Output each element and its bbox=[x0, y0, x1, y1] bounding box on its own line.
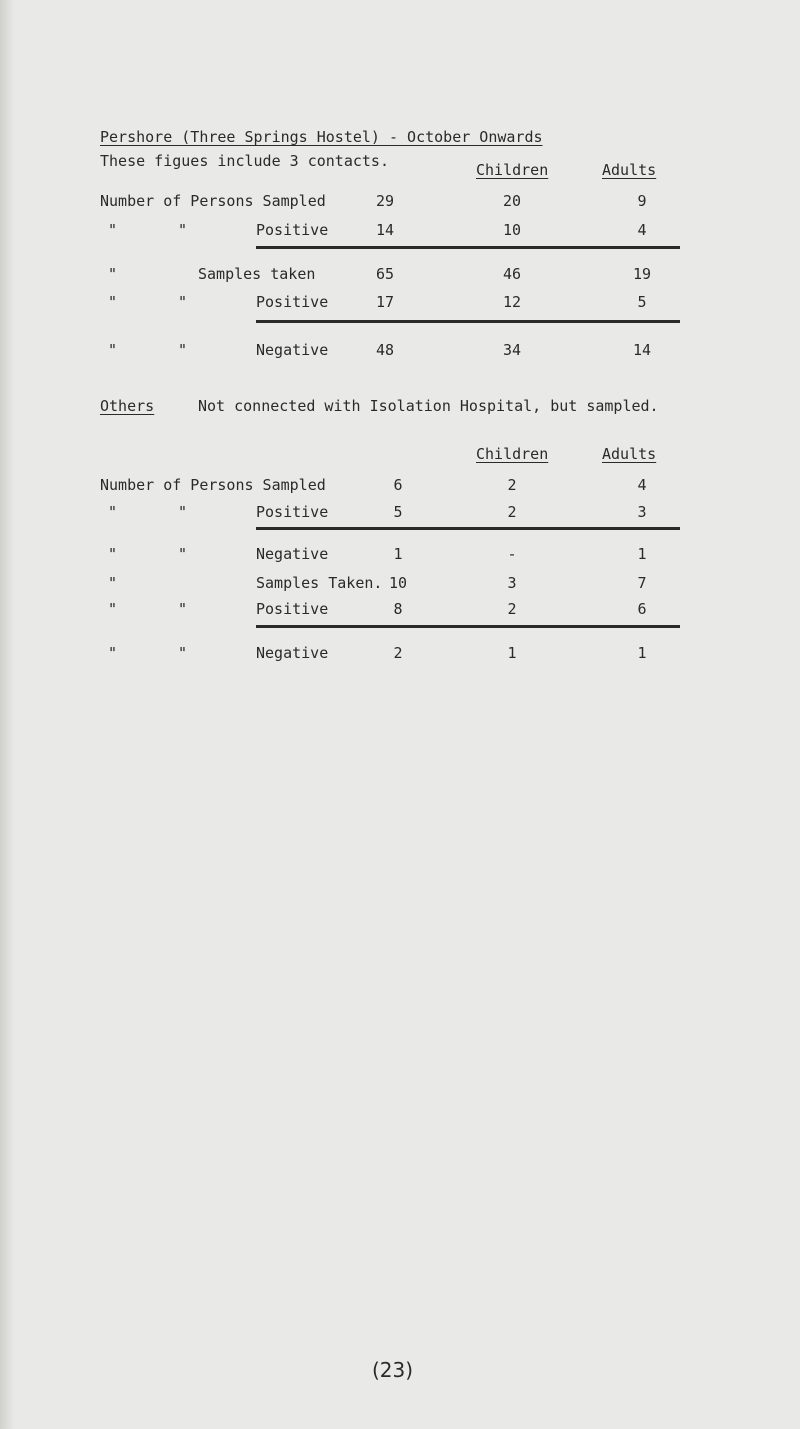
s1-row0-total: 29 bbox=[375, 192, 395, 210]
s1-row1-children: 10 bbox=[502, 221, 522, 239]
s2-row2-adults: 1 bbox=[637, 545, 647, 563]
s1-row2-adults: 19 bbox=[632, 265, 652, 283]
s1-row1-ditto1: " bbox=[108, 221, 118, 239]
s1-row2-total: 65 bbox=[375, 265, 395, 283]
s2-row5-adults: 1 bbox=[637, 644, 647, 662]
s1-row0-adults: 9 bbox=[637, 192, 647, 210]
s2-row1-ditto1: " bbox=[108, 503, 118, 521]
section2-heading: Others bbox=[100, 397, 155, 415]
s2-row4-ditto2: " bbox=[178, 600, 188, 618]
s2-row1-children: 2 bbox=[507, 503, 517, 521]
s1-row4-label: Negative bbox=[256, 341, 329, 359]
section2-note: Not connected with Isolation Hospital, but sampled. bbox=[198, 397, 659, 415]
s2-row2-children: - bbox=[507, 545, 517, 563]
section2-rule-2 bbox=[256, 625, 680, 628]
s2-row0-children: 2 bbox=[507, 476, 517, 494]
section2-rule-1 bbox=[256, 527, 680, 530]
s1-row3-label: Positive bbox=[256, 293, 329, 311]
s1-row3-adults: 5 bbox=[637, 293, 647, 311]
section2-header-children: Children bbox=[476, 445, 549, 463]
s2-row5-total: 2 bbox=[393, 644, 403, 662]
s2-row4-children: 2 bbox=[507, 600, 517, 618]
s2-row3-label: Samples Taken. bbox=[256, 574, 383, 592]
s1-row3-total: 17 bbox=[375, 293, 395, 311]
s2-row3-total: 10 bbox=[388, 574, 408, 592]
s2-row4-total: 8 bbox=[393, 600, 403, 618]
section2-header-adults: Adults bbox=[602, 445, 657, 463]
s2-row3-children: 3 bbox=[507, 574, 517, 592]
s1-row4-total: 48 bbox=[375, 341, 395, 359]
s2-row1-total: 5 bbox=[393, 503, 403, 521]
s1-row0-children: 20 bbox=[502, 192, 522, 210]
s1-row1-ditto2: " bbox=[178, 221, 188, 239]
section1-rule-1 bbox=[256, 246, 680, 249]
s2-row5-ditto1: " bbox=[108, 644, 118, 662]
s1-row2-ditto1: " bbox=[108, 265, 118, 283]
s1-row3-children: 12 bbox=[502, 293, 522, 311]
s2-row3-adults: 7 bbox=[637, 574, 647, 592]
s2-row2-ditto1: " bbox=[108, 545, 118, 563]
s1-row2-label: Samples taken bbox=[198, 265, 316, 283]
s2-row4-adults: 6 bbox=[637, 600, 647, 618]
s2-row0-total: 6 bbox=[393, 476, 403, 494]
s1-row3-ditto1: " bbox=[108, 293, 118, 311]
section1-rule-2 bbox=[256, 320, 680, 323]
s1-row4-children: 34 bbox=[502, 341, 522, 359]
s1-row3-ditto2: " bbox=[178, 293, 188, 311]
s2-row5-ditto2: " bbox=[178, 644, 188, 662]
s2-row2-label: Negative bbox=[256, 545, 329, 563]
s2-row0-adults: 4 bbox=[637, 476, 647, 494]
s1-row4-ditto2: " bbox=[178, 341, 188, 359]
s2-row3-ditto1: " bbox=[108, 574, 118, 592]
s1-row1-total: 14 bbox=[375, 221, 395, 239]
s1-row4-adults: 14 bbox=[632, 341, 652, 359]
s2-row1-ditto2: " bbox=[178, 503, 188, 521]
section1-note: These figues include 3 contacts. bbox=[100, 152, 389, 170]
s2-row2-ditto2: " bbox=[178, 545, 188, 563]
s2-row0-label: Number of Persons Sampled bbox=[100, 476, 326, 494]
page-title: Pershore (Three Springs Hostel) - October Onwards bbox=[100, 128, 543, 146]
s2-row1-adults: 3 bbox=[637, 503, 647, 521]
s2-row2-total: 1 bbox=[393, 545, 403, 563]
page-edge-shadow bbox=[0, 0, 14, 1429]
s2-row4-label: Positive bbox=[256, 600, 329, 618]
s2-row5-children: 1 bbox=[507, 644, 517, 662]
section1-header-children: Children bbox=[476, 161, 549, 179]
section1-header-adults: Adults bbox=[602, 161, 657, 179]
s2-row5-label: Negative bbox=[256, 644, 329, 662]
s1-row1-label: Positive bbox=[256, 221, 329, 239]
s2-row4-ditto1: " bbox=[108, 600, 118, 618]
s2-row1-label: Positive bbox=[256, 503, 329, 521]
s1-row1-adults: 4 bbox=[637, 221, 647, 239]
s1-row4-ditto1: " bbox=[108, 341, 118, 359]
s1-row0-label: Number of Persons Sampled bbox=[100, 192, 326, 210]
page-number: (23) bbox=[372, 1358, 414, 1382]
s1-row2-children: 46 bbox=[502, 265, 522, 283]
